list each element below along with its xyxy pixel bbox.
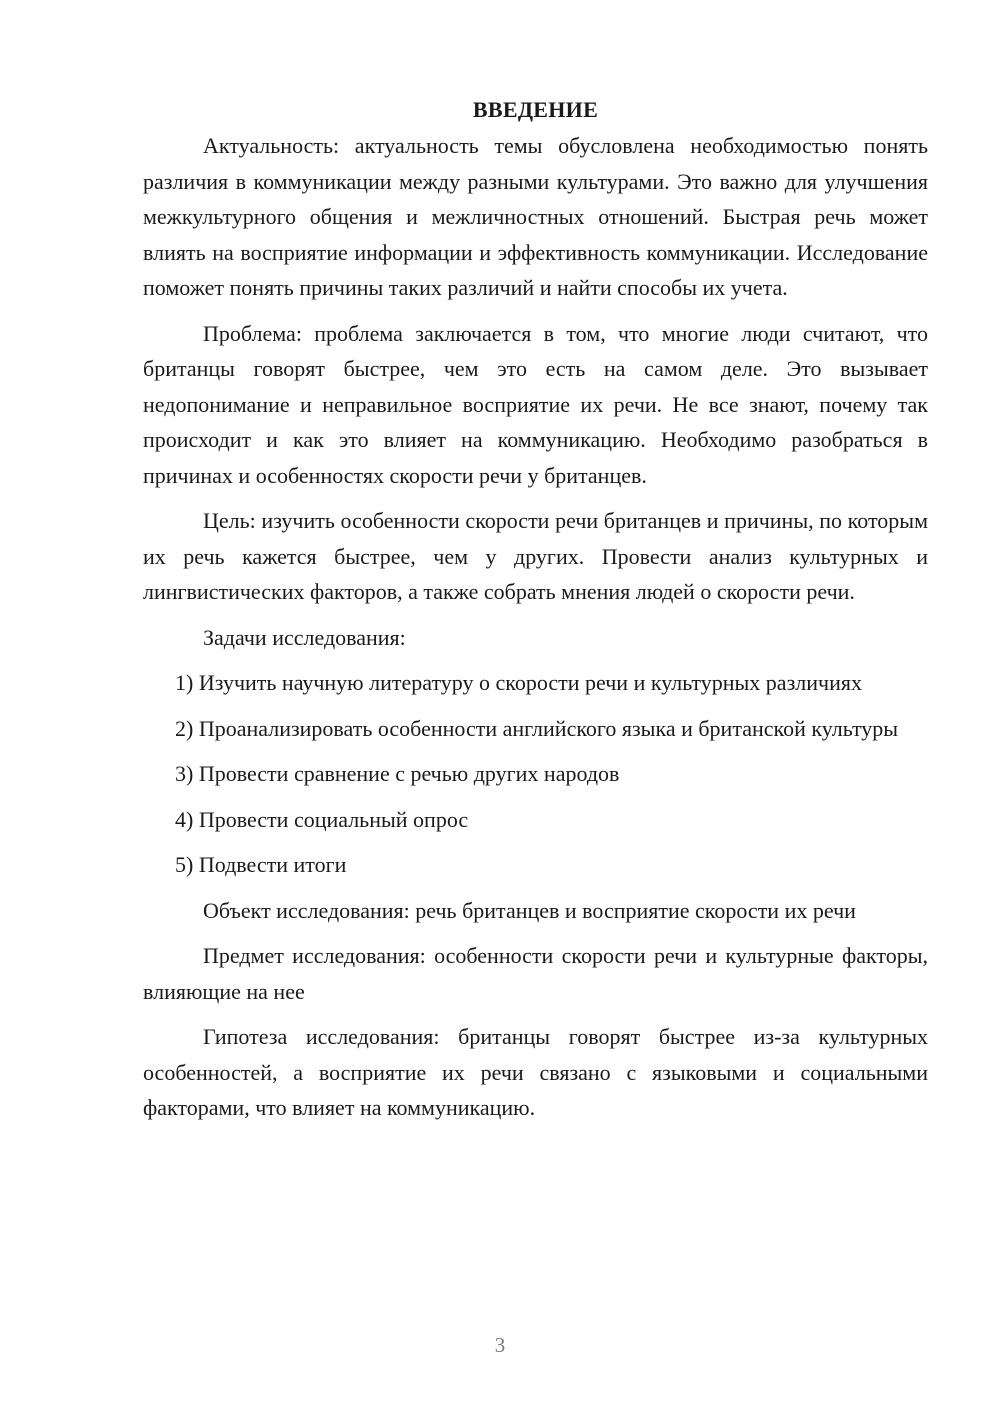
paragraph-object: Объект исследования: речь британцев и восприятие скорости их речи <box>203 897 856 923</box>
paragraph-subject: Предмет исследования: особенности скорости речи и культурные факторы, влияющие на нее <box>143 943 928 1004</box>
task-item-4: 4) Провести социальный опрос <box>175 806 469 832</box>
paragraph-problem: Проблема: проблема заключается в том, что многие люди считают, что британцы говорят быстрее, чем это есть на самом деле. Это вызывает недопонимание и неправильное восприятие их речи. Не все знают, почему так происходит и как это влияет на коммуникацию. Необходимо разобраться в причинах и особенностях скорости речи у британцев. <box>143 320 928 488</box>
document-page <box>143 92 928 1126</box>
section-title: ВВЕДЕНИЕ <box>472 97 599 122</box>
paragraph-hypothesis: Гипотеза исследования: британцы говорят быстрее из-за культурных особенностей, а восприятие их речи связано с языковыми и социальными факторами, что влияет на коммуникацию. <box>143 1024 928 1120</box>
paragraph-relevance: Актуальность: актуальность темы обусловлена необходимостью понять различия в коммуникации между разными культурами. Это важно для улучшения межкультурного общения и межличностных отношений. Быстрая речь может влиять на восприятие информации и эффективность коммуникации. Исследование поможет понять причины таких различий и найти способы их учета. <box>143 133 928 300</box>
tasks-heading: Задачи исследования: <box>203 624 406 650</box>
task-item-2: 2) Проанализировать особенности английского языка и британской культуры <box>175 715 899 741</box>
page-number: 3 <box>494 1333 506 1357</box>
task-item-5: 5) Подвести итоги <box>175 852 347 877</box>
task-item-3: 3) Провести сравнение с речью других народов <box>175 761 620 786</box>
task-item-1: 1) Изучить научную литературу о скорости речи и культурных различиях <box>175 670 862 695</box>
paragraph-goal: Цель: изучить особенности скорости речи британцев и причины, по которым их речь кажется быстрее, чем у других. Провести анализ культурных и лингвистических факторов, а также собрать мнения людей о скорости речи. <box>143 508 928 604</box>
